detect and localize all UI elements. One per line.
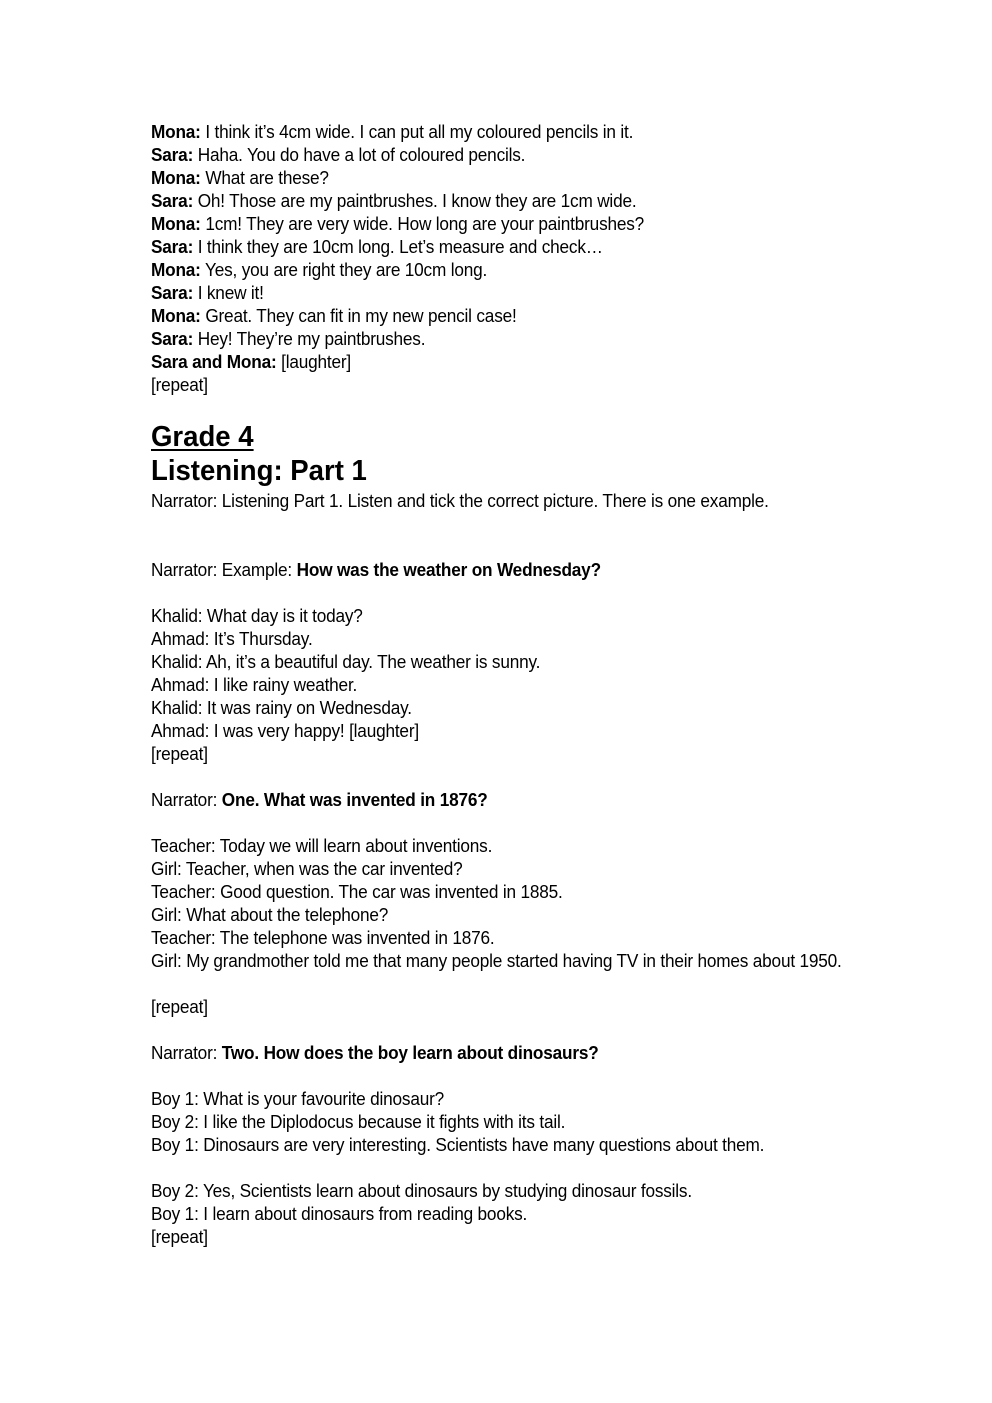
speaker-label: Mona: <box>151 213 201 234</box>
speaker-label: Sara: <box>151 190 194 211</box>
dialogue-line: Teacher: The telephone was invented in 1876. <box>151 927 495 948</box>
dialogue-line <box>151 235 603 258</box>
narrator-question <box>151 1041 599 1064</box>
dialogue-line <box>151 281 264 304</box>
line-text: Haha. You do have a lot of coloured pencils. <box>193 144 526 165</box>
repeat-note: [repeat] <box>151 996 208 1017</box>
dialogue-line: Boy 2: I like the Diplodocus because it fights with its tail. <box>151 1111 566 1132</box>
dialogue-line <box>151 350 351 373</box>
repeat-note: [repeat] <box>151 743 208 764</box>
dialogue-line: Ahmad: It’s Thursday. <box>151 628 313 649</box>
dialogue-line: Boy 1: I learn about dinosaurs from reading books. <box>151 1203 528 1224</box>
line-text: [laughter] <box>276 351 351 372</box>
dialogue-line: Teacher: Today we will learn about inventions. <box>151 835 493 856</box>
dialogue-line: Boy 1: Dinosaurs are very interesting. Scientists have many questions about them. <box>151 1134 765 1155</box>
dialogue-line: Teacher: Good question. The car was invented in 1885. <box>151 881 563 902</box>
section-heading: Listening: Part 1 <box>151 455 367 487</box>
dialogue-line: Girl: Teacher, when was the car invented? <box>151 858 463 879</box>
narrator-intro: Narrator: Listening Part 1. Listen and tick the correct picture. There is one example. <box>151 490 769 511</box>
question-text: How was the weather on Wednesday? <box>296 559 601 580</box>
dialogue-line <box>151 143 525 166</box>
speaker-label: Sara: <box>151 144 194 165</box>
dialogue-line <box>151 189 636 212</box>
line-text: Great. They can fit in my new pencil case! <box>200 305 517 326</box>
line-text: Yes, you are right they are 10cm long. <box>200 259 488 280</box>
question-text: One. What was invented in 1876? <box>221 789 488 810</box>
dialogue-line: Khalid: Ah, it’s a beautiful day. The weather is sunny. <box>151 651 541 672</box>
speaker-label: Sara: <box>151 328 194 349</box>
line-text: I think they are 10cm long. Let’s measure and check… <box>193 236 603 257</box>
line-text: Oh! Those are my paintbrushes. I know they are 1cm wide. <box>193 190 637 211</box>
dialogue-line: Ahmad: I like rainy weather. <box>151 674 358 695</box>
repeat-note: [repeat] <box>151 1226 208 1247</box>
dialogue-line: Khalid: What day is it today? <box>151 605 363 626</box>
dialogue-line <box>151 327 425 350</box>
narrator-prefix: Narrator: <box>151 789 222 810</box>
speaker-label: Mona: <box>151 305 201 326</box>
dialogue-line: Girl: My grandmother told me that many people started having TV in their homes about 1950. <box>151 950 842 971</box>
question-text: Two. How does the boy learn about dinosaurs? <box>221 1042 599 1063</box>
line-text: 1cm! They are very wide. How long are your paintbrushes? <box>200 213 645 234</box>
dialogue-line: Khalid: It was rainy on Wednesday. <box>151 697 412 718</box>
line-text: Hey! They’re my paintbrushes. <box>193 328 426 349</box>
dialogue-line <box>151 166 329 189</box>
line-text: I knew it! <box>193 282 264 303</box>
dialogue-line: Boy 1: What is your favourite dinosaur? <box>151 1088 445 1109</box>
dialogue-line: Ahmad: I was very happy! [laughter] <box>151 720 419 741</box>
line-text: I think it’s 4cm wide. I can put all my coloured pencils in it. <box>200 121 634 142</box>
dialogue-line <box>151 212 644 235</box>
narrator-question <box>151 558 601 581</box>
dialogue-line <box>151 258 487 281</box>
speaker-label: Sara and Mona: <box>151 351 277 372</box>
repeat-note: [repeat] <box>151 374 208 395</box>
dialogue-line <box>151 120 633 143</box>
narrator-prefix: Narrator: <box>151 1042 222 1063</box>
dialogue-line: Boy 2: Yes, Scientists learn about dinosaurs by studying dinosaur fossils. <box>151 1180 692 1201</box>
dialogue-line <box>151 304 517 327</box>
line-text: What are these? <box>200 167 329 188</box>
speaker-label: Sara: <box>151 236 194 257</box>
narrator-question <box>151 788 488 811</box>
narrator-prefix: Narrator: Example: <box>151 559 297 580</box>
speaker-label: Sara: <box>151 282 194 303</box>
speaker-label: Mona: <box>151 167 201 188</box>
speaker-label: Mona: <box>151 259 201 280</box>
dialogue-line: Girl: What about the telephone? <box>151 904 389 925</box>
grade-heading: Grade 4 <box>151 421 254 453</box>
speaker-label: Mona: <box>151 121 201 142</box>
